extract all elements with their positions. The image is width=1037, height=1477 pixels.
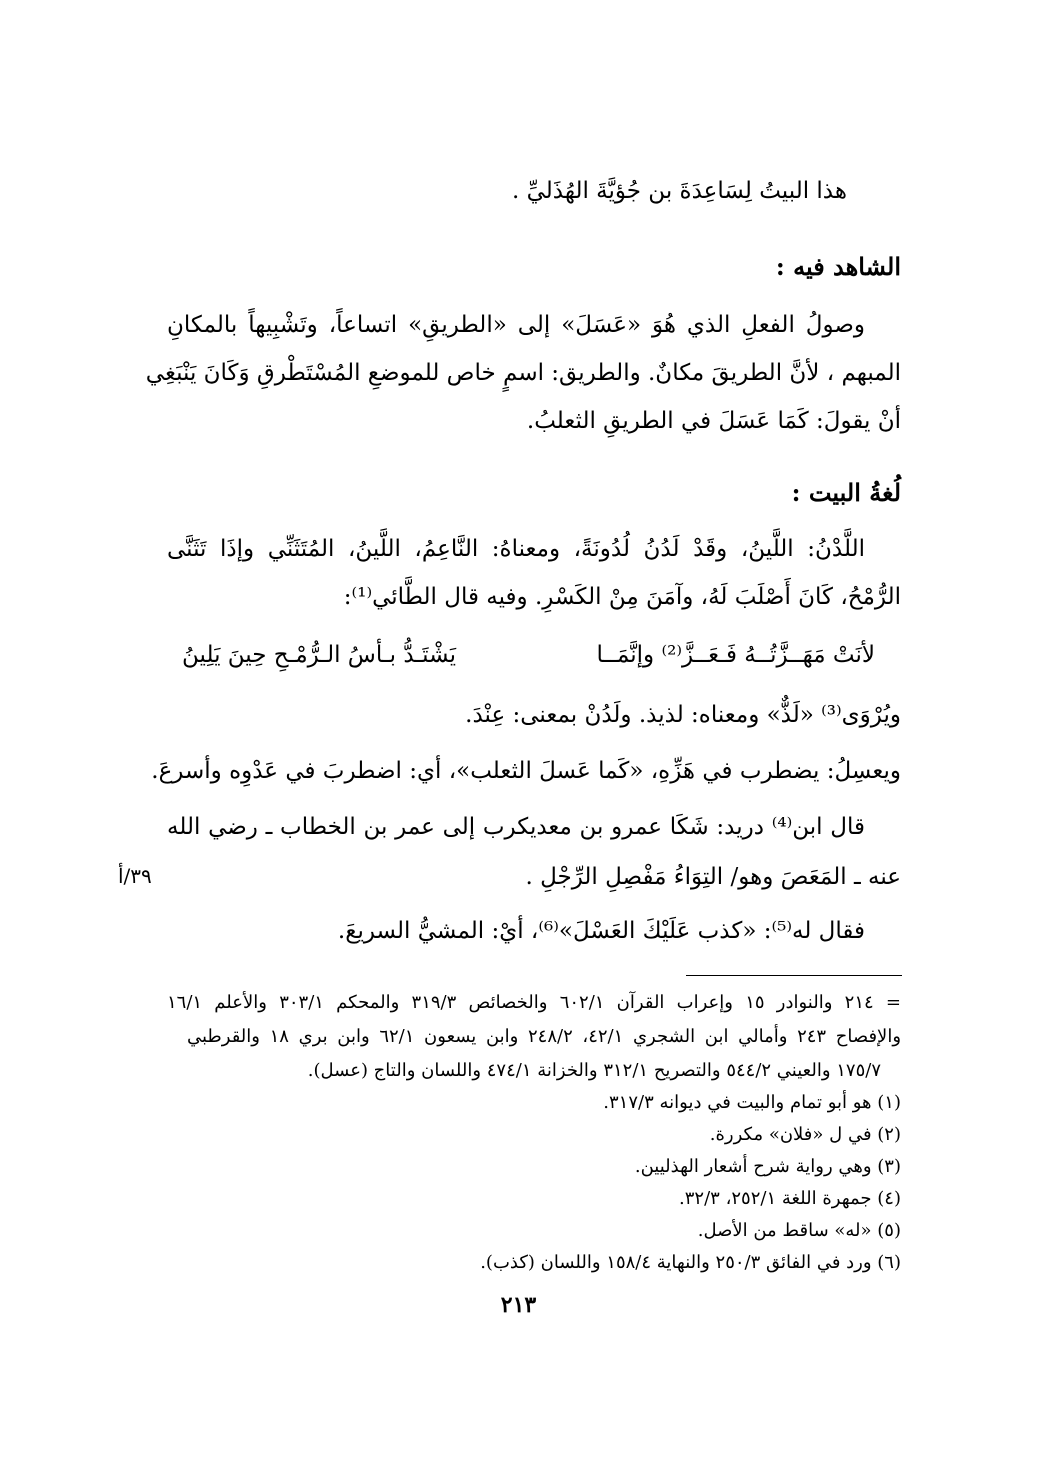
manuscript-folio-note: ٣٩/أ xyxy=(118,864,152,888)
verse-second-hemistich: يَشْتَـدُّ بـأسُ الـرُّمْـحِ حِينَ يَلِينُ xyxy=(182,642,457,668)
page-number: ٢١٣ xyxy=(500,1292,537,1318)
footnote-continuation: ١٧٥/٧ والعيني ٥٤٤/٢ والتصريح ٣١٢/١ والخزانة ٤٧٤/١ واللسان والتاج (عسل). xyxy=(307,1060,881,1081)
footnote-item: (٢) في ل «فلان» مكررة. xyxy=(709,1124,901,1145)
verse-first-hemistich: لأنَتْ مَهَــزَّتُــهُ فَـعَــزَّ⁽²⁾ وإنَّمَــا xyxy=(596,642,875,668)
body-line: ويعسِلُ: يضطرب في هَزِّهِ، «كَما عَسلَ الثعلب»، أي: اضطربَ في عَدْوِه وأسرعَ. xyxy=(151,758,901,784)
heading-shahid: الشاهد فيه : xyxy=(775,252,901,281)
footnote-continuation: = ٢١٤ والنوادر ١٥ وإعراب القرآن ٦٠٢/١ والخصائص ٣١٩/٣ والمحكم ٣٠٣/١ والأعلم ١٦/١ xyxy=(167,992,901,1013)
footnote-item: (٤) جمهرة اللغة ٢٥٢/١، ٣٢/٣. xyxy=(679,1188,901,1209)
shahid-line: وصولُ الفعلِ الذي هُوَ «عَسَلَ» إلى «الطريقِ» اتساعاً، وتَشْبِيهاً بالمكانِ xyxy=(167,312,865,338)
footnote-item: (٣) وهي رواية شرح أشعار الهذليين. xyxy=(634,1156,901,1177)
body-line: قال ابن⁽⁴⁾ دريد: شَكَا عمرو بن معديكرب إلى عمر بن الخطاب ـ رضي الله xyxy=(167,814,865,840)
shahid-line: المبهم ، لأنَّ الطريقَ مكانٌ. والطريق: اسمٍ خاص للموضعِ المُسْتَطْرقِ وَكَانَ يَنْبَغِي xyxy=(145,360,901,386)
footnote-separator xyxy=(686,975,902,976)
lugha-line: اللَّدْنُ: اللَّينُ، وقَدْ لَدُنُ لُدُونَةً، ومعناهُ: النَّاعِمُ، اللَّينُ، المُتَثَنِّي وإذَا تَثَنَّى xyxy=(167,536,865,562)
heading-lugha: لُغةُ البيت : xyxy=(791,478,901,507)
footnote-continuation: والإفصاح ٢٤٣ وأمالي ابن الشجري ٤٢/١، ٢٤٨/٢ وابن يسعون ٦٢/١ وابن بري ١٨ والقرطبي xyxy=(187,1026,902,1047)
intro-line: هذا البيتُ لِسَاعِدَةَ بن جُؤيَّةَ الهُذَليِّ . xyxy=(511,178,847,204)
body-line: فقال له⁽⁵⁾: «كذب عَلَيْكَ العَسْلَ»⁽⁶⁾، أيْ: المشيُّ السريعَ. xyxy=(337,918,865,944)
shahid-line: أنْ يقولَ: كَمَا عَسَلَ في الطريقِ الثعلبُ. xyxy=(526,408,901,434)
body-line: ويُرْوَى⁽³⁾ «لَذٌّ» ومعناه: لذيذ. ولَدُنْ بمعنى: عِنْدَ. xyxy=(465,702,901,728)
footnote-item: (٥) «له» ساقط من الأصل. xyxy=(697,1220,901,1241)
body-line: عنه ـ المَعَصَ وهو/ التِوَاءُ مَفْصِلِ الرِّجْلِ . xyxy=(525,864,901,890)
footnote-item: (١) هو أبو تمام والبيت في ديوانه ٣١٧/٣. xyxy=(603,1092,901,1113)
footnote-item: (٦) ورد في الفائق ٢٥٠/٣ والنهاية ١٥٨/٤ واللسان (كذب). xyxy=(480,1252,901,1273)
lugha-line: الرُّمْحُ، كَانَ أَصْلَبَ لَهُ، وآمَنَ مِنْ الكَسْرِ. وفيه قال الطَّائي⁽¹⁾: xyxy=(343,584,901,610)
